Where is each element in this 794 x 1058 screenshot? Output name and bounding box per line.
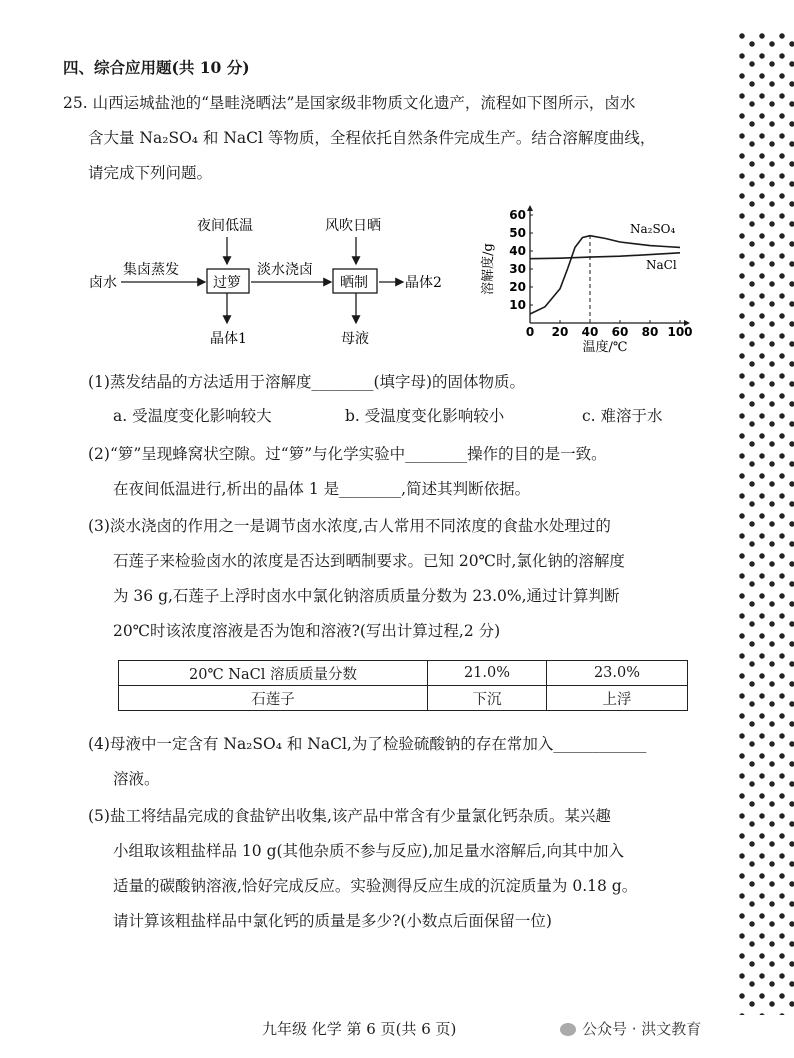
flow-start: 卤水 [89, 275, 117, 291]
flow-arrow-1-label: 集卤蒸发 [123, 262, 179, 278]
q5-line-1: (5)盐工将结晶完成的食盐铲出收集,该产品中常含有少量氯化钙杂质。某兴趣 [88, 807, 611, 825]
q3-line-4: 20℃时该浓度溶液是否为饱和溶液?(写出计算过程,2 分) [113, 622, 501, 640]
x-tick-label: 80 [641, 325, 659, 339]
flow-bottom-1: 晶体1 [210, 331, 247, 347]
q1-option-a: a. 受温度变化影响较大 [113, 407, 272, 425]
y-axis-label: 溶解度/g [481, 243, 496, 295]
wechat-icon [560, 1023, 576, 1036]
x-tick-label: 60 [611, 325, 629, 339]
flow-arrow-2-label: 淡水浇卤 [257, 262, 313, 278]
q2-line-1: (2)“箩”呈现蜂窝状空隙。过“箩”与化学实验中________操作的目的是一致。 [88, 445, 607, 463]
q5-line-2: 小组取该粗盐样品 10 g(其他杂质不参与反应),加足量水溶解后,向其中加入 [113, 842, 624, 860]
flow-top-1: 夜间低温 [197, 218, 253, 234]
x-tick-label: 40 [581, 325, 599, 339]
table-cell: 20℃ NaCl 溶质质量分数 [119, 661, 428, 686]
series-na2so4-label: Na₂SO₄ [630, 222, 676, 236]
table-cell: 石莲子 [119, 686, 428, 711]
x-tick-label: 100 [667, 325, 693, 339]
flow-bottom-2: 母液 [341, 331, 369, 347]
intro-line-1: 25. 山西运城盐池的“垦畦浇晒法”是国家级非物质文化遗产，流程如下图所示，卤水 [63, 94, 636, 112]
y-tick-label: 10 [509, 298, 526, 312]
q4-line-2: 溶液。 [113, 770, 160, 788]
solubility-chart [470, 205, 693, 355]
q1-text: (1)蒸发结晶的方法适用于溶解度________(填字母)的固体物质。 [88, 373, 526, 391]
x-tick-label: 0 [525, 325, 535, 339]
series-na2so4-line [530, 236, 680, 314]
intro-line-3: 请完成下列问题。 [88, 164, 213, 182]
table-row [119, 686, 688, 711]
source-watermark [560, 1018, 701, 1039]
x-axis-label: 温度/℃ [582, 340, 628, 355]
decorative-border [736, 30, 794, 1015]
q5-line-4: 请计算该粗盐样品中氯化钙的质量是多少?(小数点后面保留一位) [113, 912, 552, 930]
y-tick-label: 30 [509, 262, 526, 276]
page-footer: 九年级 化学 第 6 页(共 6 页) [262, 1020, 457, 1038]
y-tick-label: 20 [509, 280, 526, 294]
q3-line-1: (3)淡水浇卤的作用之一是调节卤水浓度,古人常用不同浓度的食盐水处理过的 [88, 517, 611, 535]
series-nacl-label: NaCl [646, 258, 677, 272]
table-cell: 21.0% [428, 661, 547, 686]
q2-line-2: 在夜间低温进行,析出的晶体 1 是________,简述其判断依据。 [113, 480, 531, 498]
flow-box-1-label: 过箩 [213, 275, 241, 291]
q1-option-b: b. 受温度变化影响较小 [345, 407, 505, 425]
q3-line-3: 为 36 g,石莲子上浮时卤水中氯化钠溶质质量分数为 23.0%,通过计算判断 [113, 587, 620, 605]
x-tick-label: 20 [551, 325, 569, 339]
table-cell: 上浮 [547, 686, 688, 711]
y-axis-arrow [527, 205, 533, 211]
y-tick-label: 50 [509, 226, 526, 240]
section-title: 四、综合应用题(共 10 分) [63, 58, 250, 77]
concentration-table [118, 660, 688, 711]
source-label: 公众号 · 洪文教育 [582, 1020, 702, 1038]
intro-line-2: 含大量 Na₂SO₄ 和 NaCl 等物质，全程依托自然条件完成生产。结合溶解度曲线， [88, 129, 656, 147]
q3-line-2: 石莲子来检验卤水的浓度是否达到晒制要求。已知 20℃时,氯化钠的溶解度 [113, 552, 625, 570]
q4-line-1: (4)母液中一定含有 Na₂SO₄ 和 NaCl,为了检验硫酸钠的存在常加入____________ [88, 735, 647, 753]
flow-end: 晶体2 [405, 275, 442, 291]
flow-box-2-label: 晒制 [340, 275, 368, 291]
table-cell: 下沉 [428, 686, 547, 711]
q5-line-3: 适量的碳酸钠溶液,恰好完成反应。实验测得反应生成的沉淀质量为 0.18 g。 [113, 877, 638, 895]
y-tick-label: 40 [509, 244, 526, 258]
y-tick-label: 60 [509, 208, 526, 222]
q1-option-c: c. 难溶于水 [582, 407, 663, 425]
table-cell: 23.0% [547, 661, 688, 686]
process-flow-diagram [85, 210, 442, 350]
flow-top-2: 风吹日晒 [325, 218, 381, 234]
table-row [119, 661, 688, 686]
